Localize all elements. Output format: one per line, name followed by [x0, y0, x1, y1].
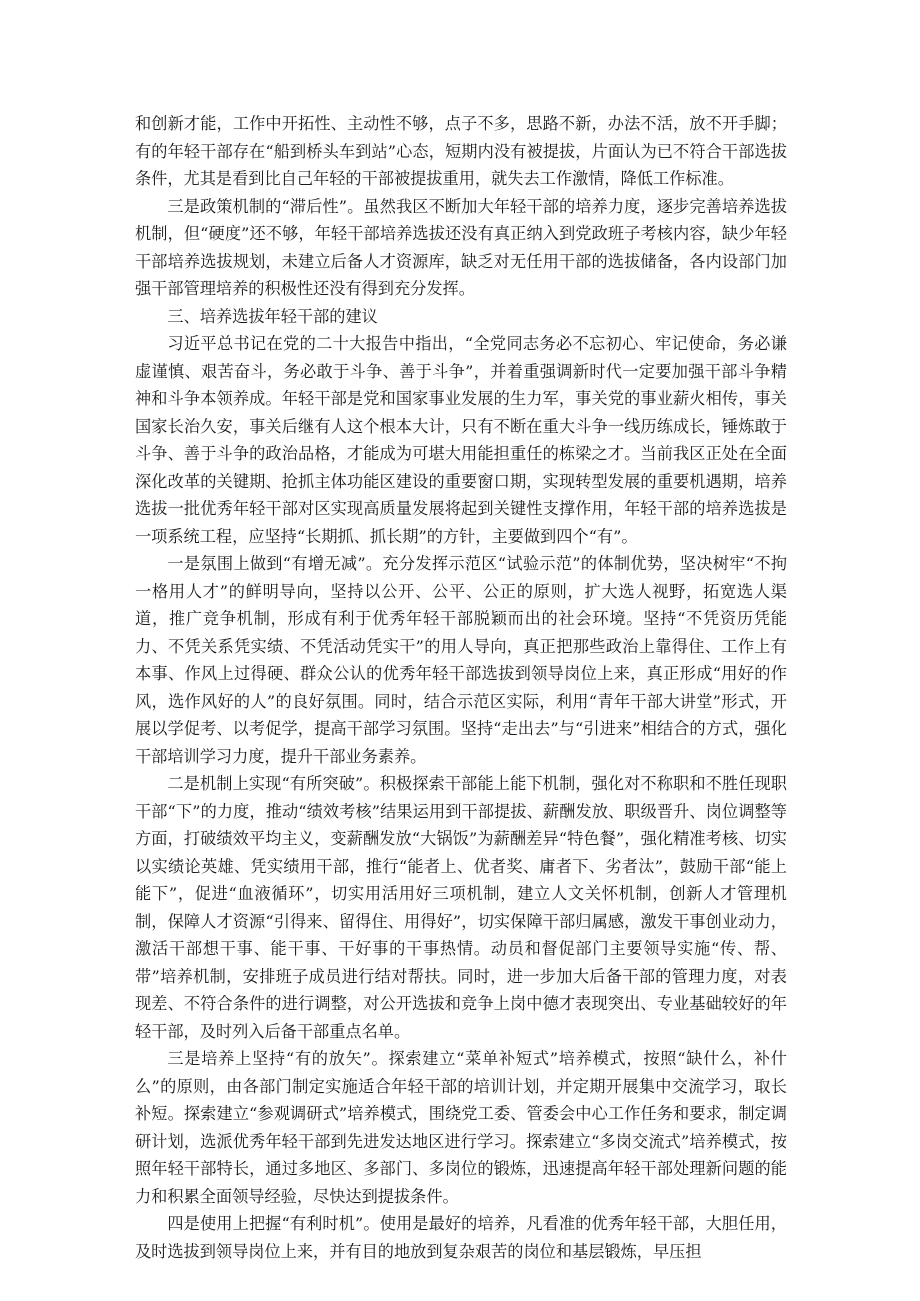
paragraph-training: 三是培养上坚持“有的放矢”。探索建立“菜单补短式”培养模式，按照“缺什么，补什么”的原则，由各部门制定实施适合年轻干部的培训计划，并定期开展集中交流学习，取长补短。探索建立“参观调研式”培养模式，围绕党工委、管委会中心工作任务和要求，制定调研计划，选派优秀年轻干部到先进发达地区进行学习。探索建立“多岗交流式”培养模式，按照年轻干部特长，通过多地区、多部门、多岗位的锻炼，迅速提高年轻干部处理新问题的能力和积累全面领导经验，尽快达到提拔条件。 — [135, 1049, 787, 1206]
paragraph-mechanism: 二是机制上实现“有所突破”。积极探索干部能上能下机制，强化对不称职和不胜任现职干部“下”的力度，推动“绩效考核”结果运用到干部提拔、薪酬发放、职级晋升、岗位调整等方面，打破绩效平均主义，变薪酬发放“大锅饭”为薪酬差异“特色餐”，强化精准考核、切实以实绩论英雄、凭实绩用干部，推行“能者上、优者奖、庸者下、劣者汰”，鼓励干部“能上能下”，促进“血液循环”，切实用活用好三项机制，建立人文关怀机制，创新人才管理机制，保障人才资源“引得来、留得住、用得好”，切实保障干部归属感，激发干事创业动力，激活干部想干事、能干事、干好事的干事热情。动员和督促部门主要领导实施“传、帮、带”培养机制，安排班子成员进行结对帮扶。同时，进一步加大后备干部的管理力度，对表现差、不符合条件的进行调整，对公开选拔和竞争上岗中德才表现突出、专业基础较好的年轻干部，及时列入后备干部重点名单。 — [135, 774, 787, 1041]
paragraph-continuation: 和创新才能，工作中开拓性、主动性不够，点子不多，思路不新，办法不活，放不开手脚；有的年轻干部存在“船到桥头车到站”心态，短期内没有被提拔，片面认为已不符合干部选拔条件，尤其是看到比自己年轻的干部被提拔重用，就失去工作激情，降低工作标准。 — [135, 114, 787, 188]
section-heading: 三、培养选拔年轻干部的建议 — [167, 306, 378, 326]
paragraph-policy-lag: 三是政策机制的“滞后性”。虽然我区不断加大年轻干部的培养力度，逐步完善培养选拔机制，但“硬度”还不够，年轻干部培养选拔还没有真正纳入到党政班子考核内容，缺少年轻干部培养选拔规划，未建立后备人才资源库，缺乏对无任用干部的选拔储备，各内设部门加强干部管理培养的积极性还没有得到充分发挥。 — [135, 196, 787, 298]
paragraph-timing: 四是使用上把握“有利时机”。使用是最好的培养，凡看准的优秀年轻干部，大胆任用，及时选拔到领导岗位上来，并有目的地放到复杂艰苦的岗位和基层锻炼，早压担 — [135, 1214, 787, 1261]
document-body — [135, 110, 787, 1265]
paragraph-intro: 习近平总书记在党的二十大报告中指出，“全党同志务必不忘初心、牢记使命，务必谦虚谨慎、艰苦奋斗，务必敢于斗争、善于斗争”，并着重强调新时代一定要加强干部斗争精神和斗争本领养成。年轻干部是党和国家事业发展的生力军，事关党的事业薪火相传，事关国家长治久安，事关后继有人这个根本大计，只有不断在重大斗争一线历练成长，锤炼敢于斗争、善于斗争的政治品格，才能成为可堪大用能担重任的栋梁之才。当前我区正处在全面深化改革的关键期、抢抓主体功能区建设的重要窗口期，实现转型发展的重要机遇期，培养选拔一批优秀年轻干部对区实现高质量发展将起到关键性支撑作用，年轻干部的培养选拔是一项系统工程，应坚持“长期抓、抓长期”的方针，主要做到四个“有”。 — [135, 334, 787, 546]
paragraph-atmosphere: 一是氛围上做到“有增无减”。充分发挥示范区“试验示范”的体制优势，坚决树牢“不拘一格用人才”的鲜明导向，坚持以公开、公平、公正的原则，扩大选人视野，拓宽选人渠道，推广竞争机制，形成有利于优秀年轻干部脱颖而出的社会环境。坚持“不凭资历凭能力、不凭关系凭实绩、不凭活动凭实干”的用人导向，真正把那些政治上靠得住、工作上有本事、作风上过得硬、群众公认的优秀年轻干部选拔到领导岗位上来，真正形成“用好的作风，选作风好的人”的良好氛围。同时，结合示范区实际，利用“青年干部大讲堂”形式，开展以学促考、以考促学，提高干部学习氛围。坚持“走出去”与“引进来”相结合的方式，强化干部培训学习力度，提升干部业务素养。 — [135, 554, 788, 766]
